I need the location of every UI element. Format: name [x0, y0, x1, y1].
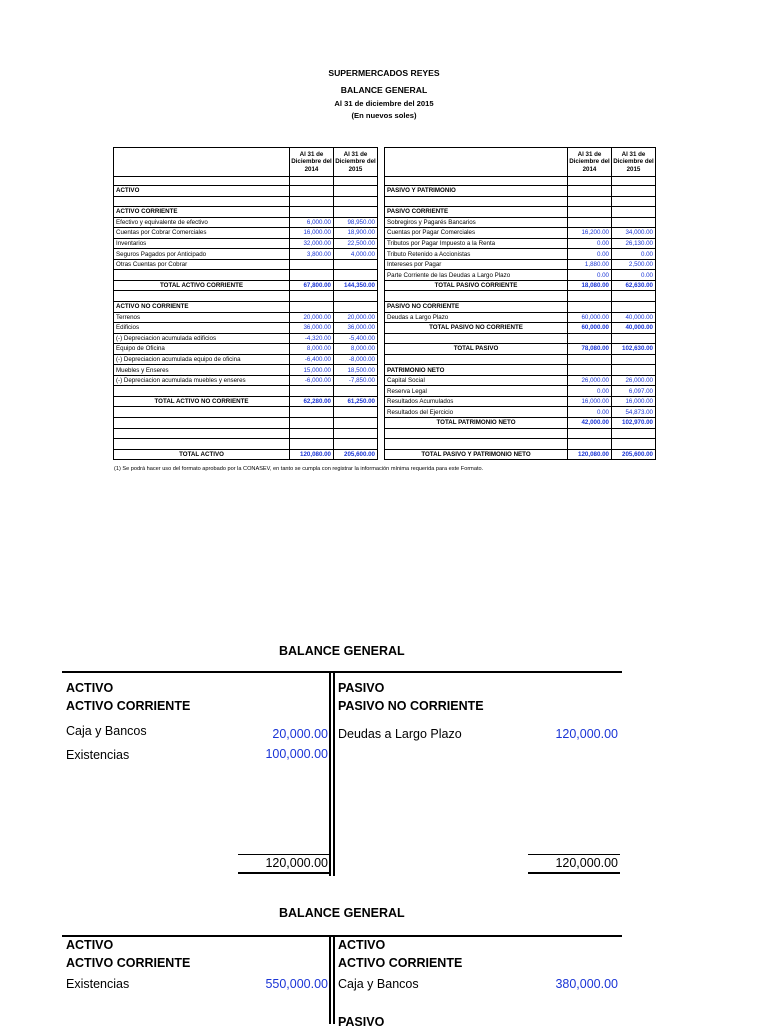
right-table-row — [385, 228, 656, 239]
left-row-label: (-) Depreciacion acumulada muebles y enseres — [114, 375, 290, 386]
left-row-label: Terrenos — [114, 312, 290, 323]
left-table-row — [114, 354, 378, 365]
left-table-row — [114, 375, 378, 386]
left-table-row — [114, 365, 378, 376]
right-table-row — [385, 312, 656, 323]
left-table-row — [114, 238, 378, 249]
right-row-2014: 0.00 — [568, 238, 612, 249]
right-row-label — [385, 354, 568, 365]
footnote: (1) Se podrá hacer uso del formato aprobado por la CONASEV, en tanto se cumpla con registrar la información mínima requerida para este Formato. — [114, 466, 484, 472]
right-row-label: Resultados del Ejercicio — [385, 407, 568, 418]
right-row-2015: 6,097.00 — [612, 386, 656, 397]
t2-right-h1: ACTIVO — [338, 938, 386, 952]
right-row-2015 — [612, 333, 656, 344]
right-row-2014: 0.00 — [568, 386, 612, 397]
right-row-2015 — [612, 177, 656, 186]
right-row-2014: 120,080.00 — [568, 449, 612, 460]
left-row-label — [114, 270, 290, 281]
right-row-2015: 102,970.00 — [612, 418, 656, 429]
t1-left-item-label: Existencias — [66, 748, 130, 762]
right-row-2015 — [612, 217, 656, 228]
t1-left-item-value: 20,000.00 — [272, 727, 328, 741]
right-row-label: Tributos por Pagar Impuesto a la Renta — [385, 238, 568, 249]
left-row-2014: 20,000.00 — [290, 312, 334, 323]
right-row-2015: 205,600.00 — [612, 449, 656, 460]
right-table-row — [385, 365, 656, 376]
left-row-2014: 36,000.00 — [290, 323, 334, 334]
right-row-2014: 60,000.00 — [568, 312, 612, 323]
left-table-row — [114, 344, 378, 355]
right-row-label — [385, 177, 568, 186]
right-table-row — [385, 418, 656, 429]
t1-right-double-rule — [528, 872, 620, 874]
report-title: BALANCE GENERAL — [340, 85, 428, 95]
left-table-row — [114, 407, 378, 418]
left-row-label — [114, 196, 290, 207]
right-table-row — [385, 302, 656, 313]
left-row-2014 — [290, 302, 334, 313]
assets-header-blank — [114, 148, 290, 177]
right-row-2015 — [612, 302, 656, 313]
col-2014-header: Al 31 de Diciembre del 2014 — [568, 148, 612, 177]
right-row-label: PASIVO Y PATRIMONIO — [385, 186, 568, 197]
right-row-2014 — [568, 365, 612, 376]
left-table-row — [114, 177, 378, 186]
right-table-row — [385, 249, 656, 260]
left-table-row — [114, 207, 378, 218]
left-table-row — [114, 428, 378, 439]
right-row-2014 — [568, 196, 612, 207]
left-row-2014: 67,800.00 — [290, 280, 334, 291]
left-table-row — [114, 312, 378, 323]
right-table-row — [385, 428, 656, 439]
t2-right-item-value: 380,000.00 — [555, 977, 618, 991]
right-row-label: Capital Social — [385, 375, 568, 386]
t1-left-h1: ACTIVO — [66, 681, 114, 695]
left-row-2014: 120,080.00 — [290, 449, 334, 460]
left-row-2015 — [334, 291, 378, 302]
left-row-2014 — [290, 270, 334, 281]
right-row-2015: 2,500.00 — [612, 259, 656, 270]
right-row-2014: 78,080.00 — [568, 344, 612, 355]
left-row-2014 — [290, 418, 334, 429]
left-row-2015: 4,000.00 — [334, 249, 378, 260]
right-table-row — [385, 407, 656, 418]
left-table-row — [114, 323, 378, 334]
left-table-row — [114, 302, 378, 313]
left-table-row — [114, 396, 378, 407]
right-row-2014 — [568, 428, 612, 439]
col-2014-header: Al 31 de Diciembre del 2014 — [290, 148, 334, 177]
left-table-row — [114, 291, 378, 302]
left-row-2015: -5,400.00 — [334, 333, 378, 344]
t2-divider-a — [329, 935, 331, 1024]
right-row-label: Sobregiros y Pagarés Bancarios — [385, 217, 568, 228]
t2-divider-b — [333, 935, 335, 1024]
right-table-row — [385, 375, 656, 386]
left-row-2014 — [290, 207, 334, 218]
left-row-label: (-) Depreciacion acumulada equipo de oficina — [114, 354, 290, 365]
right-table-row — [385, 396, 656, 407]
right-row-label: TOTAL PASIVO Y PATRIMONIO NETO — [385, 449, 568, 460]
left-row-2015 — [334, 302, 378, 313]
right-row-label — [385, 291, 568, 302]
left-row-2014: 62,280.00 — [290, 396, 334, 407]
left-row-2014 — [290, 407, 334, 418]
right-row-2015: 102,630.00 — [612, 344, 656, 355]
left-row-2014: 32,000.00 — [290, 238, 334, 249]
left-row-2014 — [290, 259, 334, 270]
left-table-row — [114, 386, 378, 397]
t1-left-h2: ACTIVO CORRIENTE — [66, 699, 191, 713]
right-row-2014: 18,080.00 — [568, 280, 612, 291]
right-row-2015 — [612, 365, 656, 376]
left-row-2014: 3,800.00 — [290, 249, 334, 260]
left-row-label: Efectivo y equivalente de efectivo — [114, 217, 290, 228]
t2-right-item-label: Caja y Bancos — [338, 977, 419, 991]
left-row-2014: 15,000.00 — [290, 365, 334, 376]
left-table-row — [114, 259, 378, 270]
right-row-2014 — [568, 439, 612, 450]
right-row-label — [385, 439, 568, 450]
right-table-row — [385, 186, 656, 197]
t1-right-sum-rule — [528, 854, 620, 855]
assets-table — [113, 147, 378, 460]
left-row-2014: 16,000.00 — [290, 228, 334, 239]
left-table-row — [114, 228, 378, 239]
left-row-label — [114, 386, 290, 397]
left-row-label: ACTIVO NO CORRIENTE — [114, 302, 290, 313]
left-row-2014 — [290, 186, 334, 197]
right-table-row — [385, 354, 656, 365]
right-row-2015: 26,130.00 — [612, 238, 656, 249]
left-row-label: Seguros Pagados por Anticipado — [114, 249, 290, 260]
t1-right-item-label: Deudas a Largo Plazo — [338, 727, 462, 741]
t1-title: BALANCE GENERAL — [279, 644, 405, 658]
left-row-2015: 36,000.00 — [334, 323, 378, 334]
t2-left-item-label: Existencias — [66, 977, 130, 991]
right-row-2015 — [612, 291, 656, 302]
left-table-row — [114, 418, 378, 429]
left-row-2015: 18,900.00 — [334, 228, 378, 239]
right-table-row — [385, 238, 656, 249]
left-row-2015 — [334, 407, 378, 418]
left-table-row — [114, 439, 378, 450]
left-table-row — [114, 217, 378, 228]
t2-right-h2: ACTIVO CORRIENTE — [338, 956, 463, 970]
liabilities-header-blank — [385, 148, 568, 177]
right-row-2015 — [612, 428, 656, 439]
left-row-label: ACTIVO — [114, 186, 290, 197]
right-row-2014: 16,200.00 — [568, 228, 612, 239]
t1-divider-b — [333, 671, 335, 876]
left-row-2014: -6,400.00 — [290, 354, 334, 365]
right-row-2015: 34,000.00 — [612, 228, 656, 239]
left-row-2014 — [290, 196, 334, 207]
t1-right-h2: PASIVO NO CORRIENTE — [338, 699, 484, 713]
right-row-label: Cuentas por Pagar Comerciales — [385, 228, 568, 239]
right-row-2014 — [568, 207, 612, 218]
company-name: SUPERMERCADOS REYES — [328, 68, 440, 78]
left-row-label: Otras Cuentas por Cobrar — [114, 259, 290, 270]
left-row-label: TOTAL ACTIVO NO CORRIENTE — [114, 396, 290, 407]
right-row-2014: 1,880.00 — [568, 259, 612, 270]
left-row-2014 — [290, 386, 334, 397]
right-table-row — [385, 207, 656, 218]
left-row-label: TOTAL ACTIVO CORRIENTE — [114, 280, 290, 291]
left-row-label: (-) Depreciacion acumulada edificios — [114, 333, 290, 344]
left-row-2015 — [334, 196, 378, 207]
left-row-2015 — [334, 186, 378, 197]
right-table-row — [385, 196, 656, 207]
t1-right-item-value: 120,000.00 — [555, 727, 618, 741]
right-table-row — [385, 344, 656, 355]
left-table-row — [114, 333, 378, 344]
right-row-2014: 42,000.00 — [568, 418, 612, 429]
left-row-2015: 20,000.00 — [334, 312, 378, 323]
right-row-2015: 40,000.00 — [612, 323, 656, 334]
t1-left-sum-rule — [238, 854, 329, 855]
left-table-row — [114, 196, 378, 207]
right-table-row — [385, 280, 656, 291]
right-row-2015: 40,000.00 — [612, 312, 656, 323]
t1-left-item-value: 100,000.00 — [265, 747, 328, 761]
report-currency: (En nuevos soles) — [351, 111, 417, 120]
right-row-label: TOTAL PATRIMONIO NETO — [385, 418, 568, 429]
right-row-2014 — [568, 291, 612, 302]
right-row-2014: 60,000.00 — [568, 323, 612, 334]
right-row-label: TOTAL PASIVO — [385, 344, 568, 355]
left-row-2014: 6,000.00 — [290, 217, 334, 228]
t2-title: BALANCE GENERAL — [279, 906, 405, 920]
left-row-2015: 8,000.00 — [334, 344, 378, 355]
left-table-row — [114, 186, 378, 197]
left-row-2015 — [334, 386, 378, 397]
left-table-row — [114, 270, 378, 281]
left-row-2014 — [290, 439, 334, 450]
right-row-2014 — [568, 186, 612, 197]
right-row-label: PATRIMONIO NETO — [385, 365, 568, 376]
right-row-2015: 0.00 — [612, 270, 656, 281]
t2-right-h3: PASIVO — [338, 1015, 385, 1029]
left-row-2015 — [334, 428, 378, 439]
liabilities-table — [384, 147, 656, 460]
right-table-row — [385, 333, 656, 344]
left-row-label — [114, 428, 290, 439]
right-table-row — [385, 291, 656, 302]
left-row-2014 — [290, 428, 334, 439]
right-row-2015: 62,630.00 — [612, 280, 656, 291]
left-row-2015: 18,500.00 — [334, 365, 378, 376]
left-row-2014 — [290, 177, 334, 186]
right-table-row — [385, 270, 656, 281]
right-row-label: PASIVO NO CORRIENTE — [385, 302, 568, 313]
left-row-2015 — [334, 207, 378, 218]
left-row-label — [114, 291, 290, 302]
t1-left-item-label: Caja y Bancos — [66, 724, 147, 738]
col-2015-header: Al 31 de Diciembre del 2015 — [334, 148, 378, 177]
left-row-2015 — [334, 439, 378, 450]
right-row-2015: 0.00 — [612, 249, 656, 260]
col-2015-header: Al 31 de Diciembre del 2015 — [612, 148, 656, 177]
right-row-2014 — [568, 354, 612, 365]
right-row-label — [385, 196, 568, 207]
left-row-2015 — [334, 270, 378, 281]
right-row-2014 — [568, 177, 612, 186]
right-row-label: Tributo Retenido a Accionistas — [385, 249, 568, 260]
left-row-2014 — [290, 291, 334, 302]
left-row-label: Muebles y Enseres — [114, 365, 290, 376]
left-row-2015: 205,600.00 — [334, 449, 378, 460]
right-row-2015 — [612, 354, 656, 365]
left-table-row — [114, 280, 378, 291]
right-row-2014: 0.00 — [568, 407, 612, 418]
right-table-row — [385, 259, 656, 270]
t2-left-item-value: 550,000.00 — [265, 977, 328, 991]
left-table-row — [114, 249, 378, 260]
left-row-2015: 61,250.00 — [334, 396, 378, 407]
t1-top-rule — [62, 671, 622, 673]
right-row-2015: 54,873.00 — [612, 407, 656, 418]
right-table-row — [385, 217, 656, 228]
left-row-label: TOTAL ACTIVO — [114, 449, 290, 460]
t1-left-total: 120,000.00 — [265, 856, 328, 870]
left-row-2014: -4,320.00 — [290, 333, 334, 344]
right-row-2014: 26,000.00 — [568, 375, 612, 386]
right-row-label: Resultados Acumulados — [385, 396, 568, 407]
left-row-2015: 98,950.00 — [334, 217, 378, 228]
right-row-2014: 16,000.00 — [568, 396, 612, 407]
right-table-row — [385, 449, 656, 460]
right-row-label: TOTAL PASIVO NO CORRIENTE — [385, 323, 568, 334]
right-row-label: TOTAL PASIVO CORRIENTE — [385, 280, 568, 291]
left-row-2014: 8,000.00 — [290, 344, 334, 355]
right-table-row — [385, 439, 656, 450]
right-row-2014: 0.00 — [568, 249, 612, 260]
t2-left-h1: ACTIVO — [66, 938, 114, 952]
left-row-2015: -8,000.00 — [334, 354, 378, 365]
report-date: Al 31 de diciembre del 2015 — [334, 99, 434, 108]
left-row-2015: -7,850.00 — [334, 375, 378, 386]
right-row-2014 — [568, 333, 612, 344]
right-row-2014 — [568, 217, 612, 228]
left-row-label — [114, 418, 290, 429]
right-row-label: PASIVO CORRIENTE — [385, 207, 568, 218]
right-row-label — [385, 333, 568, 344]
left-row-2015 — [334, 177, 378, 186]
right-table-row — [385, 177, 656, 186]
t1-divider-a — [329, 671, 331, 876]
left-row-label: Inventarios — [114, 238, 290, 249]
t2-left-h2: ACTIVO CORRIENTE — [66, 956, 191, 970]
left-row-label: ACTIVO CORRIENTE — [114, 207, 290, 218]
t1-left-double-rule — [238, 872, 329, 874]
right-row-label: Reserva Legal — [385, 386, 568, 397]
left-row-2014: -6,000.00 — [290, 375, 334, 386]
left-row-label — [114, 177, 290, 186]
right-table-row — [385, 323, 656, 334]
t2-top-rule — [62, 935, 622, 937]
right-row-2015 — [612, 196, 656, 207]
left-row-2015: 144,350.00 — [334, 280, 378, 291]
right-row-2015: 26,000.00 — [612, 375, 656, 386]
left-table-row — [114, 449, 378, 460]
right-row-2015 — [612, 207, 656, 218]
left-row-label — [114, 439, 290, 450]
right-row-2014 — [568, 302, 612, 313]
left-row-label — [114, 407, 290, 418]
left-row-label: Edificios — [114, 323, 290, 334]
left-row-label: Cuentas por Cobrar Comerciales — [114, 228, 290, 239]
t1-right-total: 120,000.00 — [555, 856, 618, 870]
right-row-2014: 0.00 — [568, 270, 612, 281]
left-row-2015: 22,500.00 — [334, 238, 378, 249]
right-row-2015: 16,000.00 — [612, 396, 656, 407]
right-row-2015 — [612, 186, 656, 197]
left-row-2015 — [334, 418, 378, 429]
left-row-label: Equipo de Oficina — [114, 344, 290, 355]
t1-right-h1: PASIVO — [338, 681, 385, 695]
right-row-label: Intereses por Pagar — [385, 259, 568, 270]
right-row-label — [385, 428, 568, 439]
left-row-2015 — [334, 259, 378, 270]
right-row-2015 — [612, 439, 656, 450]
right-table-row — [385, 386, 656, 397]
right-row-label: Parte Corriente de las Deudas a Largo Plazo — [385, 270, 568, 281]
right-row-label: Deudas a Largo Plazo — [385, 312, 568, 323]
